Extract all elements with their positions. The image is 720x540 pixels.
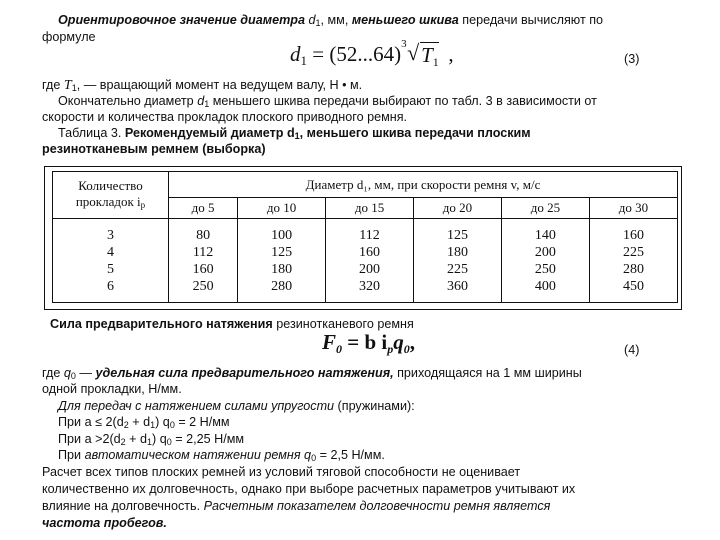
para2-line-1: Окончательно диаметр $d_1$ меньшего шкива передачи выбирают по табл. 3 в зависимости от: [58, 94, 597, 109]
speed-header: до 30: [589, 198, 677, 219]
speed-header: до 20: [414, 198, 502, 219]
header-diameter: Диаметр d₁, мм, при скорости ремня v, м/с: [169, 172, 678, 198]
plies-value: 3: [107, 227, 114, 243]
intro-line-2: формуле: [42, 30, 96, 44]
diameter-value: 360: [446, 278, 468, 294]
diameter-column: [501, 219, 589, 303]
where-q0: где $q_0$ — удельная сила предварительного натяжения, приходящаяся на 1 мм ширины: [42, 366, 582, 381]
diameter-value: 160: [359, 244, 381, 260]
diameter-value: 125: [271, 244, 293, 260]
closing-line-3: влияние на долговечность. Расчетным показателем долговечности ремня является: [42, 499, 551, 513]
diameter-value: 200: [534, 244, 556, 260]
diameter-value: 180: [271, 261, 293, 277]
where-t1: где $T_1$, — вращающий момент на ведущем валу, Н • м.: [42, 78, 363, 93]
formula-3: d1 = (52...64) 3 √ T1 ,: [290, 38, 454, 69]
table-caption: Таблица 3. Рекомендуемый диаметр $d_1$, меньшего шкива передачи плоским: [58, 126, 531, 141]
closing-line-4: частота пробегов.: [42, 516, 167, 530]
diameter-value: 160: [622, 227, 644, 243]
diameter-table: [52, 171, 678, 303]
diameter-column: [169, 219, 238, 303]
diameter-value: 280: [622, 261, 644, 277]
condition-1: При $a \le 2(d_2 + d_1) q_0 = 2$ Н/мм: [58, 415, 230, 430]
condition-2: При $a >2(d_2 + d_1) q_0 = 2,25$ Н/мм: [58, 432, 245, 447]
elastic-tension: Для передач с натяжением силами упругости (пружинами):: [58, 399, 415, 413]
speed-header: до 10: [238, 198, 326, 219]
condition-auto: При автоматическом натяжении ремня $q_0 = 2,5$ Н/мм.: [58, 448, 385, 463]
closing-line-2: количественно их долговечность, однако при выборе расчетных параметров учитывают их: [42, 482, 576, 496]
diameter-column: [238, 219, 326, 303]
diameter-value: 80: [196, 227, 211, 243]
diameter-value: 225: [446, 261, 468, 277]
cube-root: 3 √ T1: [401, 38, 439, 69]
diameter-value: 160: [192, 261, 214, 277]
diameter-value: 225: [622, 244, 644, 260]
diameter-column: [414, 219, 502, 303]
diameter-value: 320: [359, 278, 381, 294]
diameter-column: [326, 219, 414, 303]
tension-heading: Сила предварительного натяжения резинотканевого ремня: [50, 317, 414, 331]
diameter-value: 112: [359, 227, 380, 243]
diameter-value: 180: [446, 244, 468, 260]
diameter-column: [589, 219, 677, 303]
diameter-table-frame: [44, 166, 682, 310]
where-q0-line-2: одной прокладки, Н/мм.: [42, 382, 182, 396]
intro-bold: Ориентировочное значение диаметра: [58, 13, 309, 27]
equation-number-3: (3): [624, 52, 640, 66]
data-row: [53, 219, 678, 303]
diameter-value: 250: [534, 261, 556, 277]
plies-value: 4: [107, 244, 114, 260]
diameter-value: 140: [534, 227, 556, 243]
closing-line-1: Расчет всех типов плоских ремней из условий тяговой способности не оценивает: [42, 465, 521, 479]
equation-number-4: (4): [624, 343, 640, 357]
plies-value: 5: [107, 261, 114, 277]
diameter-value: 125: [446, 227, 468, 243]
diameter-value: 100: [271, 227, 293, 243]
diameter-value: 400: [534, 278, 556, 294]
intro-line-1: Ориентировочное значение диаметра $d_1$, мм, меньшего шкива передачи вычисляют по: [58, 13, 604, 28]
formula-4: F0 = b ipq0,: [322, 330, 415, 356]
table-caption-line-2: резинотканевым ремнем (выборка): [42, 142, 266, 156]
diameter-value: 200: [359, 261, 381, 277]
speed-header: до 5: [169, 198, 238, 219]
diameter-value: 112: [192, 244, 214, 260]
header-plies: Количество прокладок ip: [53, 172, 169, 219]
speed-header: до 15: [326, 198, 414, 219]
para2-line-2: скорости и количества прокладок плоского приводного ремня.: [42, 110, 408, 124]
speed-header: до 25: [501, 198, 589, 219]
diameter-value: 250: [192, 278, 214, 294]
diameter-value: 280: [271, 278, 293, 294]
plies-value: 6: [107, 278, 114, 294]
plies-column: [53, 219, 169, 303]
diameter-value: 450: [622, 278, 644, 294]
